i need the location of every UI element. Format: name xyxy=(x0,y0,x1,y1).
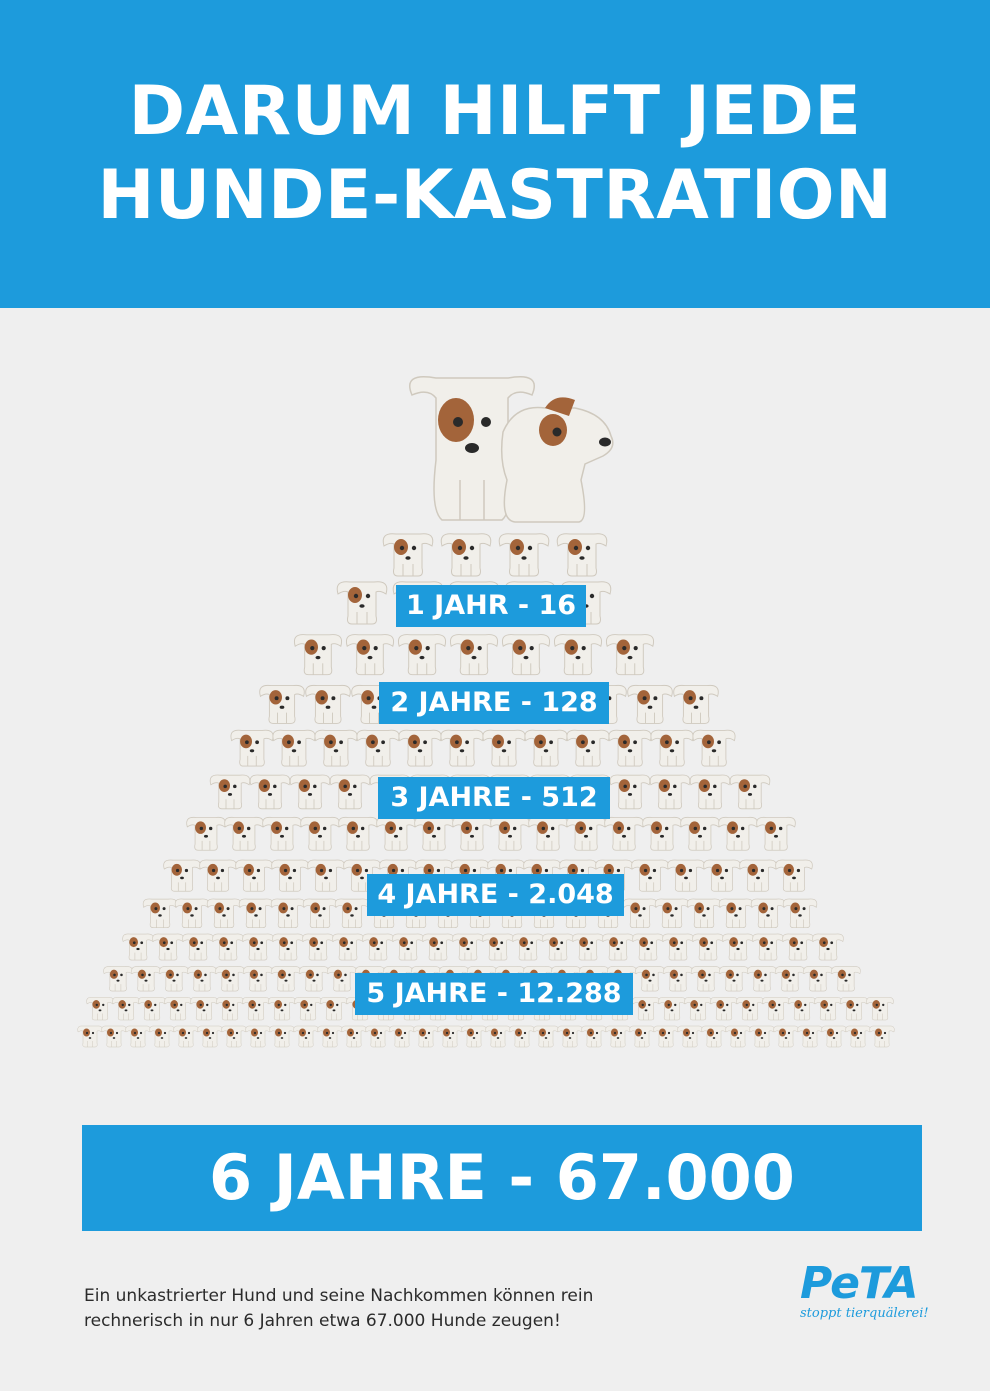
headline-line-1: DARUM HILFT JEDE xyxy=(128,72,862,151)
small-dog xyxy=(776,860,813,891)
small-dog xyxy=(719,817,758,850)
small-dog xyxy=(633,934,664,960)
small-dog xyxy=(499,534,549,576)
small-dog xyxy=(606,635,653,675)
small-dog xyxy=(339,817,378,850)
small-dog xyxy=(813,934,844,960)
small-dog xyxy=(804,967,833,992)
small-dog xyxy=(236,860,273,891)
small-dog xyxy=(346,635,393,675)
small-dog xyxy=(198,1026,223,1047)
small-dog xyxy=(294,1026,319,1047)
small-dog xyxy=(654,1026,679,1047)
pyramid-label-3: 3 JAHRE - 512 xyxy=(378,777,610,819)
small-dog xyxy=(132,967,161,992)
small-dog xyxy=(643,817,682,850)
small-dog xyxy=(726,1026,751,1047)
small-dog xyxy=(711,997,738,1020)
small-dog xyxy=(438,1026,463,1047)
small-dog xyxy=(605,817,644,850)
top-dog-right xyxy=(502,397,613,522)
small-dog xyxy=(719,899,753,928)
small-dog xyxy=(357,730,399,766)
small-dog xyxy=(870,1026,895,1047)
small-dog xyxy=(295,997,322,1020)
small-dog xyxy=(321,997,348,1020)
small-dog xyxy=(757,817,796,850)
small-dog xyxy=(87,997,114,1020)
small-dog xyxy=(723,934,754,960)
small-dog xyxy=(659,997,686,1020)
small-dog xyxy=(606,1026,631,1047)
small-dog xyxy=(453,817,492,850)
small-dog xyxy=(543,934,574,960)
small-dog xyxy=(165,997,192,1020)
small-dog xyxy=(78,1026,103,1047)
small-dog xyxy=(623,899,657,928)
small-dog xyxy=(441,534,491,576)
small-dog xyxy=(200,860,237,891)
small-dog xyxy=(318,1026,343,1047)
small-dog xyxy=(690,775,730,809)
small-dog xyxy=(783,899,817,928)
small-dog xyxy=(153,934,184,960)
small-dog xyxy=(301,817,340,850)
small-dog xyxy=(246,1026,271,1047)
small-dog xyxy=(188,967,217,992)
small-dog xyxy=(260,685,305,723)
small-dog xyxy=(222,1026,247,1047)
small-dog xyxy=(753,934,784,960)
small-dog xyxy=(702,1026,727,1047)
small-dog xyxy=(534,1026,559,1047)
small-dog xyxy=(751,899,785,928)
small-dog xyxy=(513,934,544,960)
small-dog xyxy=(681,817,720,850)
small-dog xyxy=(244,967,273,992)
small-dog xyxy=(363,934,394,960)
small-dog xyxy=(113,997,140,1020)
small-dog xyxy=(217,997,244,1020)
small-dog xyxy=(150,1026,175,1047)
small-dog xyxy=(272,967,301,992)
small-dog xyxy=(239,899,273,928)
pyramid-label-4: 4 JAHRE - 2.048 xyxy=(367,874,624,916)
small-dog xyxy=(187,817,226,850)
small-dog xyxy=(126,1026,151,1047)
small-dog xyxy=(333,934,364,960)
small-dog xyxy=(789,997,816,1020)
footnote-line-1: Ein unkastrierter Hund und seine Nachkommen können rein xyxy=(84,1286,594,1306)
small-dog xyxy=(337,582,387,624)
peta-logo xyxy=(800,1258,930,1342)
small-dog xyxy=(243,934,274,960)
small-dog xyxy=(207,899,241,928)
pyramid-label-1: 1 JAHR - 16 xyxy=(396,585,586,627)
small-dog xyxy=(123,934,154,960)
small-dog xyxy=(632,860,669,891)
small-dog xyxy=(225,817,264,850)
small-dog xyxy=(573,934,604,960)
small-dog xyxy=(390,1026,415,1047)
small-dog xyxy=(273,730,315,766)
small-dog xyxy=(398,635,445,675)
small-dog xyxy=(273,934,304,960)
small-dog xyxy=(306,685,351,723)
small-dog xyxy=(366,1026,391,1047)
small-dog xyxy=(633,997,660,1020)
small-dog xyxy=(650,775,690,809)
small-dog xyxy=(748,967,777,992)
small-dog xyxy=(450,635,497,675)
small-dog xyxy=(525,730,567,766)
small-dog xyxy=(750,1026,775,1047)
small-dog xyxy=(685,997,712,1020)
small-dog xyxy=(582,1026,607,1047)
small-dog xyxy=(867,997,894,1020)
small-dog xyxy=(609,730,651,766)
small-dog xyxy=(841,997,868,1020)
small-dog xyxy=(335,899,369,928)
small-dog xyxy=(453,934,484,960)
small-dog xyxy=(674,685,719,723)
small-dog xyxy=(636,967,665,992)
small-dog xyxy=(143,899,177,928)
peta-logo-word: PeTA xyxy=(800,1258,918,1309)
pyramid-label-2: 2 JAHRE - 128 xyxy=(379,682,609,724)
small-dog xyxy=(630,1026,655,1047)
small-dog xyxy=(763,997,790,1020)
small-dog xyxy=(270,1026,295,1047)
footnote-line-2: rechnerisch in nur 6 Jahren etwa 67.000 Hunde zeugen! xyxy=(84,1311,561,1331)
headline-line-2: HUNDE-KASTRATION xyxy=(97,156,893,235)
small-dog xyxy=(483,730,525,766)
small-dog xyxy=(441,730,483,766)
small-dog xyxy=(554,635,601,675)
small-dog xyxy=(798,1026,823,1047)
small-dog xyxy=(174,1026,199,1047)
small-dog xyxy=(290,775,330,809)
small-dog xyxy=(687,899,721,928)
small-dog xyxy=(693,730,735,766)
small-dog xyxy=(415,817,454,850)
small-dog xyxy=(160,967,189,992)
small-dog xyxy=(664,967,693,992)
small-dog xyxy=(704,860,741,891)
small-dog xyxy=(491,817,530,850)
small-dog xyxy=(603,934,634,960)
small-dog xyxy=(414,1026,439,1047)
small-dog xyxy=(164,860,201,891)
small-dog xyxy=(399,730,441,766)
small-dog xyxy=(678,1026,703,1047)
small-dog xyxy=(483,934,514,960)
header-banner xyxy=(0,0,990,308)
small-dog xyxy=(815,997,842,1020)
small-dog xyxy=(774,1026,799,1047)
small-dog xyxy=(300,967,329,992)
small-dog xyxy=(510,1026,535,1047)
small-dog xyxy=(462,1026,487,1047)
pyramid-label-5: 5 JAHRE - 12.288 xyxy=(355,973,633,1015)
small-dog xyxy=(783,934,814,960)
six-years-highlight: 6 JAHRE - 67.000 xyxy=(82,1125,922,1231)
small-dog xyxy=(668,860,705,891)
small-dog xyxy=(740,860,777,891)
small-dog xyxy=(567,730,609,766)
small-dog xyxy=(213,934,244,960)
small-dog xyxy=(102,1026,127,1047)
small-dog xyxy=(263,817,302,850)
small-dog xyxy=(822,1026,847,1047)
small-dog xyxy=(557,534,607,576)
footnote-text xyxy=(84,1284,704,1334)
small-dog xyxy=(243,997,270,1020)
small-dog xyxy=(210,775,250,809)
small-dog xyxy=(303,934,334,960)
small-dog xyxy=(610,775,650,809)
small-dog xyxy=(693,934,724,960)
small-dog xyxy=(730,775,770,809)
small-dog xyxy=(651,730,693,766)
small-dog xyxy=(315,730,357,766)
small-dog xyxy=(502,635,549,675)
small-dog xyxy=(191,997,218,1020)
small-dog xyxy=(529,817,568,850)
small-dog xyxy=(692,967,721,992)
small-dog xyxy=(567,817,606,850)
small-dog xyxy=(250,775,290,809)
small-dog xyxy=(330,775,370,809)
small-dog xyxy=(423,934,454,960)
peta-logo-tagline: stoppt tierquälerei! xyxy=(800,1306,929,1321)
small-dog xyxy=(383,534,433,576)
small-dog xyxy=(663,934,694,960)
small-dog xyxy=(272,860,309,891)
small-dog xyxy=(231,730,273,766)
small-dog xyxy=(271,899,305,928)
small-dog xyxy=(377,817,416,850)
small-dog xyxy=(269,997,296,1020)
small-dog xyxy=(303,899,337,928)
small-dog xyxy=(216,967,245,992)
small-dog xyxy=(328,967,357,992)
small-dog xyxy=(175,899,209,928)
small-dog xyxy=(104,967,133,992)
small-dog xyxy=(308,860,345,891)
small-dog xyxy=(558,1026,583,1047)
small-dog xyxy=(628,685,673,723)
small-dog xyxy=(720,967,749,992)
small-dog xyxy=(832,967,861,992)
small-dog xyxy=(486,1026,511,1047)
small-dog xyxy=(294,635,341,675)
small-dog xyxy=(776,967,805,992)
small-dog xyxy=(183,934,214,960)
small-dog xyxy=(342,1026,367,1047)
small-dog xyxy=(737,997,764,1020)
small-dog xyxy=(139,997,166,1020)
small-dog xyxy=(655,899,689,928)
small-dog xyxy=(393,934,424,960)
small-dog xyxy=(846,1026,871,1047)
